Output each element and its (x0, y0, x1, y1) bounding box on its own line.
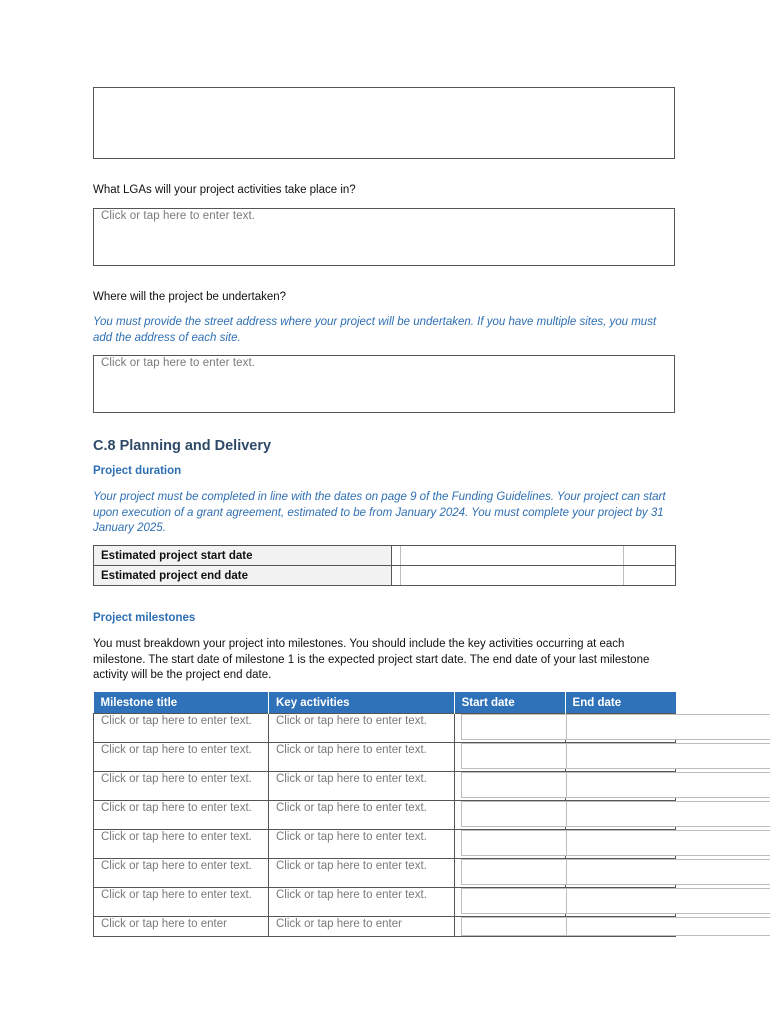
start-date-cell[interactable] (454, 801, 565, 830)
location-note: You must provide the street address where your project will be undertaken. If you have multiple sites, you must add the address of each site. (93, 316, 657, 344)
table-row (94, 859, 676, 888)
milestones-heading: Project milestones (93, 612, 196, 624)
start-date-field[interactable] (392, 546, 676, 566)
milestones-text: You must breakdown your project into milestones. You should include the key activities occurring at each milestone. The start date of milestone 1 is the expected project start date. The end date of your last milestone activity will be the project end date. (93, 638, 650, 681)
end-date-label: Estimated project end date (94, 566, 392, 586)
location-placeholder: Click or tap here to enter text. (101, 357, 256, 369)
end-date-picker[interactable] (566, 917, 770, 936)
end-date-cell[interactable] (565, 859, 675, 888)
end-date-picker[interactable] (566, 830, 770, 856)
start-date-cell[interactable] (454, 772, 565, 801)
end-date-cell[interactable] (565, 743, 675, 772)
milestone-title-cell[interactable]: Click or tap here to enter text. (94, 714, 269, 743)
header-start-date: Start date (454, 692, 565, 714)
key-activities-cell[interactable]: Click or tap here to enter text. (269, 772, 455, 801)
start-date-picker[interactable] (461, 917, 581, 936)
milestone-title-cell[interactable]: Click or tap here to enter text. (94, 888, 269, 917)
milestone-title-cell[interactable]: Click or tap here to enter text. (94, 859, 269, 888)
start-date-picker[interactable] (461, 888, 581, 914)
table-row (94, 714, 676, 743)
previous-answer-field[interactable] (93, 87, 675, 159)
end-date-cell[interactable] (565, 714, 675, 743)
key-activities-cell[interactable]: Click or tap here to enter text. (269, 859, 455, 888)
key-activities-cell[interactable]: Click or tap here to enter text. (269, 830, 455, 859)
key-activities-cell[interactable]: Click or tap here to enter text. (269, 888, 455, 917)
table-row (94, 888, 676, 917)
milestone-title-cell[interactable]: Click or tap here to enter text. (94, 743, 269, 772)
end-date-cell[interactable] (565, 772, 675, 801)
end-date-picker[interactable] (400, 566, 624, 585)
end-date-picker[interactable] (566, 743, 770, 769)
end-date-cell[interactable] (565, 801, 675, 830)
end-date-picker[interactable] (566, 888, 770, 914)
key-activities-cell[interactable]: Click or tap here to enter text. (269, 743, 455, 772)
milestones-table (93, 692, 676, 937)
start-date-picker[interactable] (461, 772, 581, 798)
table-row (94, 546, 676, 566)
table-row (94, 917, 676, 937)
milestone-title-cell[interactable]: Click or tap here to enter text. (94, 801, 269, 830)
lga-input[interactable] (93, 208, 675, 266)
end-date-picker[interactable] (566, 859, 770, 885)
start-date-picker[interactable] (461, 801, 581, 827)
end-date-picker[interactable] (566, 772, 770, 798)
location-input[interactable] (93, 355, 675, 413)
duration-note: Your project must be completed in line with the dates on page 9 of the Funding Guidelines. Your project can start upon execution of a grant agreement, estimated to be from January 2024. You must complete your project by 31 January 2025. (93, 491, 666, 534)
start-date-picker[interactable] (400, 546, 624, 565)
start-date-picker[interactable] (461, 743, 581, 769)
start-date-cell[interactable] (454, 743, 565, 772)
end-date-picker[interactable] (566, 801, 770, 827)
start-date-cell[interactable] (454, 859, 565, 888)
milestone-title-cell[interactable]: Click or tap here to enter text. (94, 830, 269, 859)
key-activities-cell[interactable]: Click or tap here to enter (269, 917, 455, 937)
start-date-label: Estimated project start date (94, 546, 392, 566)
table-row (94, 801, 676, 830)
table-row (94, 772, 676, 801)
start-date-cell[interactable] (454, 888, 565, 917)
start-date-picker[interactable] (461, 859, 581, 885)
duration-heading: Project duration (93, 465, 182, 477)
start-date-cell[interactable] (454, 830, 565, 859)
end-date-cell[interactable] (565, 888, 675, 917)
header-end-date: End date (565, 692, 675, 714)
end-date-cell[interactable] (565, 830, 675, 859)
key-activities-cell[interactable]: Click or tap here to enter text. (269, 714, 455, 743)
end-date-cell[interactable] (565, 917, 675, 937)
start-date-picker[interactable] (461, 830, 581, 856)
table-row (94, 566, 676, 586)
lga-placeholder: Click or tap here to enter text. (101, 210, 256, 222)
lga-question: What LGAs will your project activities take place in? (93, 184, 356, 196)
key-activities-cell[interactable]: Click or tap here to enter text. (269, 801, 455, 830)
milestone-title-cell[interactable]: Click or tap here to enter (94, 917, 269, 937)
section-heading: C.8 Planning and Delivery (93, 438, 272, 454)
duration-table (93, 545, 676, 586)
header-key-activities: Key activities (269, 692, 455, 714)
start-date-cell[interactable] (454, 917, 565, 937)
end-date-field[interactable] (392, 566, 676, 586)
start-date-picker[interactable] (461, 714, 581, 740)
end-date-picker[interactable] (566, 714, 770, 740)
header-milestone-title: Milestone title (94, 692, 269, 714)
location-question: Where will the project be undertaken? (93, 291, 287, 303)
table-header-row (94, 692, 676, 714)
milestone-title-cell[interactable]: Click or tap here to enter text. (94, 772, 269, 801)
table-row (94, 743, 676, 772)
start-date-cell[interactable] (454, 714, 565, 743)
table-row (94, 830, 676, 859)
